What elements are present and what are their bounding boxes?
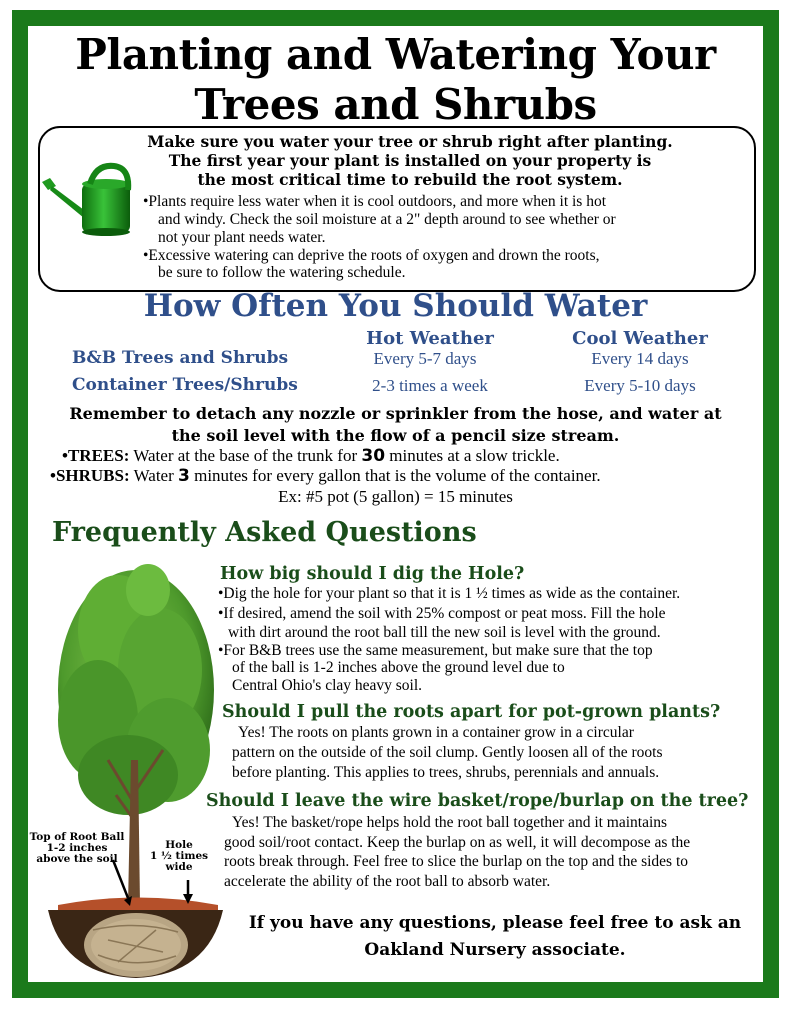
- faq-q1-a2-l1: •If desired, amend the soil with 25% compost or peat moss. Fill the hole: [218, 605, 666, 622]
- trees-instruction: [62, 446, 560, 466]
- shrubs-label: •SHRUBS:: [50, 466, 130, 485]
- hole-label-l1: Hole: [165, 839, 193, 851]
- instructions-bold-line1: Remember to detach any nozzle or sprinkler from the hose, and water at: [69, 404, 722, 423]
- rootball-label-l2: 1-2 inches: [46, 842, 108, 854]
- faq-q3-l4: accelerate the ability of the root ball to absorb water.: [224, 873, 551, 890]
- rootball-label-l3: above the soil: [36, 853, 118, 865]
- intro-bullet1-line2: and windy. Check the soil moisture at a 2" depth around to see whether or: [158, 211, 616, 228]
- faq-q1-a3-l3: Central Ohio's clay heavy soil.: [232, 677, 423, 694]
- example-line: Ex: #5 pot (5 gallon) = 15 minutes: [278, 487, 513, 506]
- hole-label-l2: 1 ½ times: [149, 850, 209, 862]
- row-bb-cool: Every 14 days: [591, 349, 689, 368]
- hole-label-l3: wide: [165, 861, 193, 873]
- col-cool-weather: Cool Weather: [572, 328, 708, 349]
- faq-q2-l2: pattern on the outside of the soil clump. Gently loosen all of the roots: [232, 744, 663, 761]
- faq-q3-l2: good soil/root contact. Keep the burlap on as well, it will decompose as the: [224, 834, 691, 851]
- hole-label: [146, 840, 212, 873]
- faq-q2-l3: before planting. This applies to trees, shrubs, perennials and annuals.: [232, 764, 660, 781]
- row-bb-hot: Every 5-7 days: [373, 349, 477, 368]
- intro-bold-line2: The first year your plant is installed on your property is: [168, 151, 652, 170]
- trees-minutes: 30: [361, 446, 386, 466]
- faq-q3-l1: Yes! The basket/rope helps hold the root ball together and it maintains: [232, 814, 668, 831]
- rootball-label-l1: Top of Root Ball: [29, 831, 125, 843]
- row-container-label: Container Trees/Shrubs: [72, 375, 298, 395]
- shrubs-post: minutes for every gallon that is the volume of the container.: [189, 466, 601, 485]
- trees-pre: Water at the base of the trunk for: [129, 446, 362, 465]
- row-bb-label: B&B Trees and Shrubs: [72, 348, 289, 368]
- faq-q1-a1: •Dig the hole for your plant so that it is 1 ½ times as wide as the container.: [218, 585, 681, 602]
- faq-q3-l3: roots break through. Feel free to slice the burlap on the top and the sides to: [224, 853, 689, 870]
- intro-bold-line3: the most critical time to rebuild the root system.: [197, 170, 623, 189]
- tree-illustration: [28, 560, 228, 980]
- col-hot-weather: Hot Weather: [366, 328, 494, 349]
- instructions-bold-line2: the soil level with the flow of a pencil size stream.: [171, 426, 620, 445]
- faq-q1-a2-l2: with dirt around the root ball till the new soil is level with the ground.: [228, 624, 661, 641]
- trees-label: •TREES:: [62, 446, 130, 465]
- shrubs-pre: Water: [129, 466, 178, 485]
- intro-bold-line1: Make sure you water your tree or shrub right after planting.: [147, 132, 673, 151]
- faq-heading: Frequently Asked Questions: [52, 517, 477, 548]
- page-title-line1: Planting and Watering Your: [75, 30, 716, 79]
- rootball-label: [26, 832, 128, 865]
- intro-bullet2-line1: •Excessive watering can deprive the roots of oxygen and drown the roots,: [143, 247, 600, 264]
- faq-q2-l1: Yes! The roots on plants grown in a container grow in a circular: [238, 724, 634, 741]
- faq-q3: Should I leave the wire basket/rope/burlap on the tree?: [206, 791, 749, 811]
- intro-bullet1-line1: •Plants require less water when it is cool outdoors, and more when it is hot: [143, 193, 607, 210]
- shrubs-instruction: [50, 466, 601, 486]
- faq-q1-a3-l1: •For B&B trees use the same measurement, but make sure that the top: [218, 642, 653, 659]
- shrubs-minutes: 3: [178, 466, 190, 486]
- trees-post: minutes at a slow trickle.: [385, 446, 560, 465]
- intro-bullet2-line2: be sure to follow the watering schedule.: [158, 264, 406, 281]
- row-container-cool: Every 5-10 days: [584, 376, 696, 395]
- row-container-hot: 2-3 times a week: [372, 376, 488, 395]
- faq-q2: Should I pull the roots apart for pot-grown plants?: [222, 702, 721, 722]
- page-title-line2: Trees and Shrubs: [194, 80, 597, 129]
- closing-line1: If you have any questions, please feel free to ask an: [248, 913, 742, 933]
- schedule-heading: How Often You Should Water: [143, 288, 648, 324]
- faq-q1-a3-l2: of the ball is 1-2 inches above the ground level due to: [232, 659, 565, 676]
- intro-bullet1-line3: not your plant needs water.: [158, 229, 326, 246]
- faq-q1: How big should I dig the Hole?: [220, 564, 525, 584]
- closing-line2: Oakland Nursery associate.: [364, 940, 626, 960]
